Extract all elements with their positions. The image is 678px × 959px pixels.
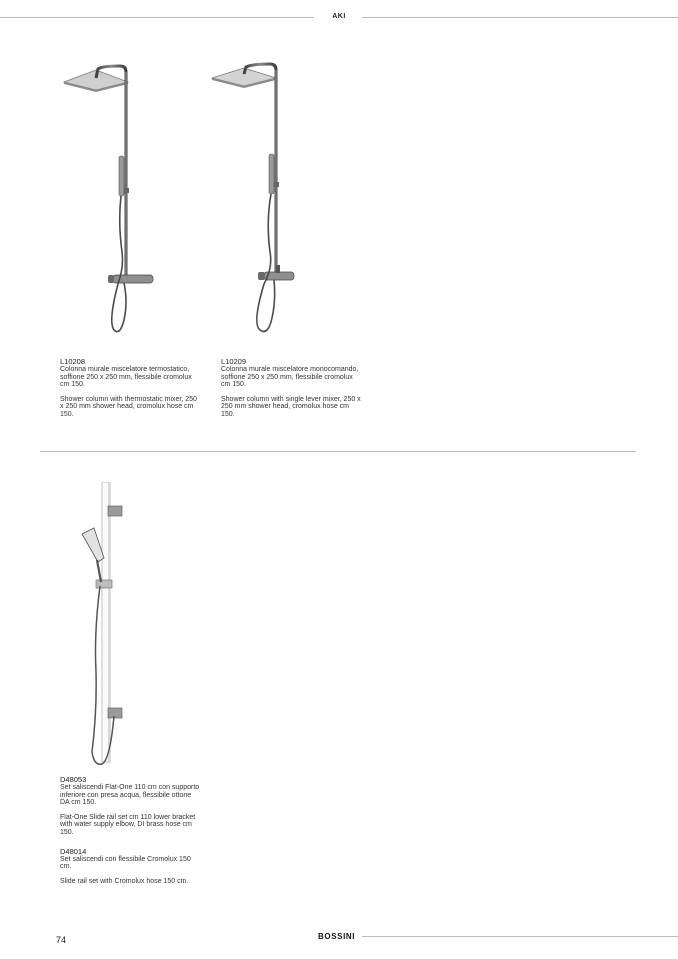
product-l10208: [60, 357, 200, 419]
product-d48014-descriptions: [60, 856, 200, 886]
page-number: 74: [56, 935, 67, 945]
product-description-en: Flat-One Slide rail set cm 110 lower bracket with water supply elbow, DI brass hose cm 150.: [60, 813, 196, 836]
section-divider: [40, 451, 636, 452]
product-code-d48014: D48014: [60, 846, 87, 856]
product-description-it: Colonna murale miscelatore termostatico, soffione 250 x 250 mm, flessibile cromolux cm 150.: [60, 366, 192, 389]
product-code: L10208: [60, 357, 86, 366]
product-l10209: [221, 357, 363, 419]
slide-rail-set-image: [74, 482, 134, 766]
product-d48053-descriptions: [60, 784, 200, 837]
section-label: AKI: [332, 13, 346, 20]
product-description-en: Shower column with single lever mixer, 250 x 250 mm shower head, cromolux hose cm 150.: [221, 395, 361, 418]
header-rule-right: [362, 17, 678, 18]
brand-logo: BOSSINI: [318, 932, 356, 941]
product-description-en: Shower column with thermostatic mixer, 250 x 250 mm shower head, cromolux hose cm 150.: [60, 395, 197, 418]
shower-column-thermostatic-image: [58, 62, 158, 338]
product-description-it: Colonna murale miscelatore monocomando, soffione 250 x 250 mm, flessibile cromolux cm 150.: [221, 366, 359, 389]
footer-rule: [362, 936, 678, 937]
product-description-it: Set saliscendi con flessibile Cromolux 150 cm.: [60, 855, 191, 871]
shower-column-single-lever-image: [208, 62, 308, 338]
product-group-slide-rails: [60, 775, 200, 885]
product-code-d48053: D48053: [60, 775, 87, 784]
product-description-en: Slide rail set with Cromolux hose 150 cm.: [60, 877, 189, 885]
product-code: L10209: [221, 357, 247, 366]
product-description-it: Set saliscendi Flat-One 110 cm con supporto inferiore con presa acqua, flessibile ottone DA cm 150.: [60, 784, 200, 807]
header-rule-left: [0, 17, 314, 18]
